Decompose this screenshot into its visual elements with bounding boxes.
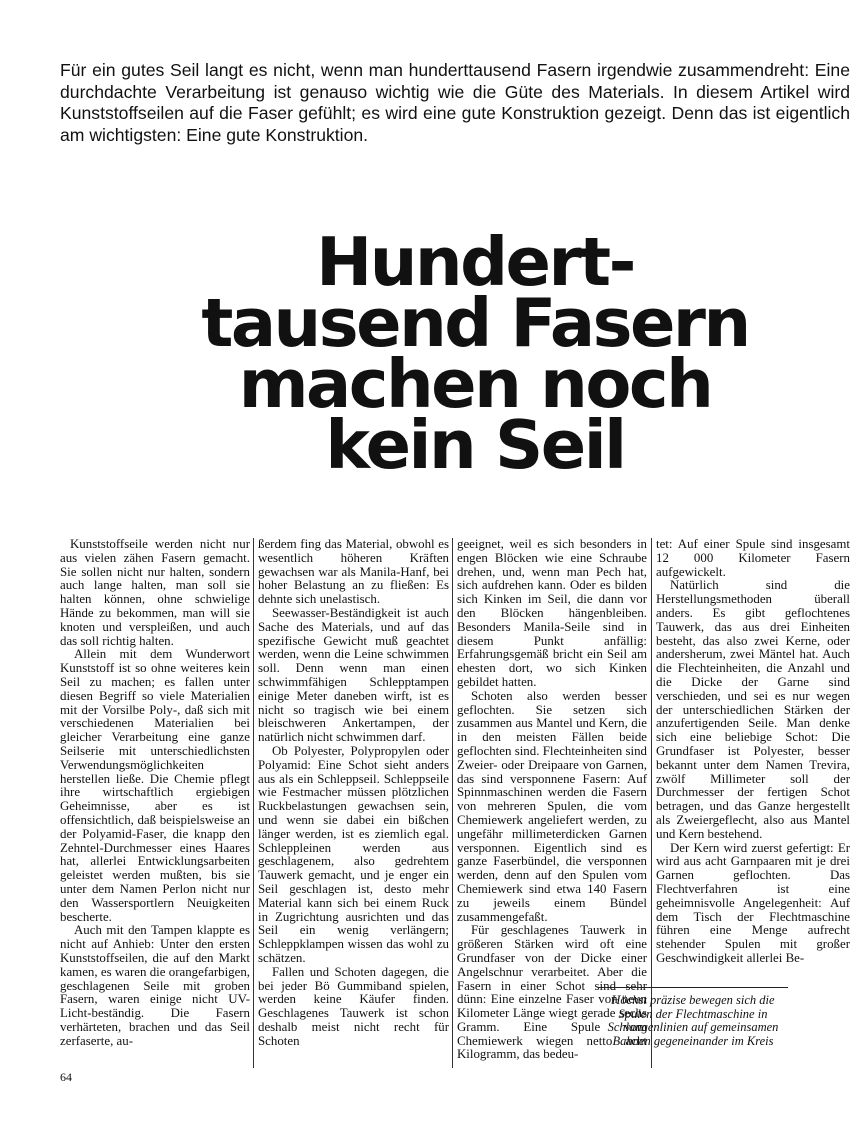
column-1 [60, 538, 250, 1068]
column-4 [656, 537, 850, 965]
paragraph: Natürlich sind die Herstellungsmethoden überall anders. Es gibt geflochtenes Tauwerk, das aus drei Einheiten besteht, das also zwei Kerne, oder andersherum, zwei Mäntel hat. Auch die Flechteinheiten, die Anzahl und die Dicke der Garne sind verschieden, und sei es nur wegen der unterschiedlichen Stärken der anzufertigenden Seile. Man denke sich eine beliebige Schot: Die Grundfaser ist Polyester, besser bekannt unter dem Namen Trevira, zwölf Millimeter soll der Durchmesser der fertigen Schot betragen, und das Ganze hergestellt als Zweiergeflecht, also aus Mantel und Kern bestehend. [656, 578, 850, 841]
paragraph: Auch mit den Tampen klappte es nicht auf Anhieb: Unter den ersten Kunststoffseilen, die auf den Markt kamen, es waren die orangefarbigen, geschlagenen Seile mit groben Fasern, waren einige nicht UV-Licht-beständig. Die Fasern verhärteten, brachen und das Seil zerfaserte, au- [60, 923, 250, 1048]
paragraph: Allein mit dem Wunderwort Kunststoff ist so ohne weiteres kein Seil zu machen; es fallen unter diesen Begriff so viele Materialien mit der Vorsilbe Poly-, daß sich mit verschiedenen Materialien bei gleicher Verarbeitung eine ganze Seilserie mit unterschiedlichsten Verwendungsmöglichkeiten herstellen ließe. Die Chemie pflegt ihre wirtschaftlich ergiebigen Geheimnisse, aber es ist offensichtlich, daß beispielsweise an der Polyamid-Faser, die knapp den Zehntel-Durchmesser eines Haares hat, allerlei Entwicklungsarbeiten geleistet werden mußten, bis sie unter dem Namen Perlon nicht nur den Wassersportlern Neuigkeiten bescherte. [60, 647, 250, 924]
column-2 [258, 538, 449, 1068]
paragraph: Schoten also werden besser geflochten. Sie setzen sich zusammen aus Mantel und Kern, die in den meisten Fällen beide geflochten sind. Flechteinheiten sind Zweier- oder Dreipaare von Garnen, das sind versponnene Fasern: Auf Spinnmaschinen werden die Fasern von mehreren Spulen, die vom Chemiewerk angeliefert werden, zu ungefähr millimeterdicken Garnen versponnen. Eigentlich sind es ganze Faserbündel, die versponnen werden, denn auf den Spulen vom Chemiewerk sind etwa 140 Fasern zu jeweils einem Bündel zusammengefaßt. [457, 688, 647, 924]
paragraph: Der Kern wird zuerst gefertigt: Er wird aus acht Garnpaaren mit je drei Garnen geflochten. Das Flechtverfahren ist eine geheimnisvolle Angelegenheit: Auf dem Tisch der Flechtmaschine führen eine Menge aufrecht stehender Spulen mit großer Geschwindigkeit allerlei Be- [656, 840, 850, 965]
paragraph: Seewasser-Beständigkeit ist auch Sache des Materials, und auf das spezifische Gewicht muß geachtet werden, wenn die Leine schwimmen soll. Denn wenn man einen schwimmfähigen Schlepptampen einige Meter daneben wirft, ist es nicht so tragisch wie bei einem bleischweren Ankertampen, der natürlich nicht schwimmen darf. [258, 605, 449, 745]
headline-line-4: kein Seil [325, 406, 625, 484]
paragraph: Fallen und Schoten dagegen, die bei jeder Bö Gummiband spielen, werden keine Käufer finden. Geschlagenes Tauwerk ist schon deshalb meist nicht recht für Schoten [258, 964, 449, 1048]
paragraph: tet: Auf einer Spule sind insgesamt 12 000 Kilometer Fasern aufgewickelt. [656, 537, 850, 579]
column-divider [253, 538, 254, 1068]
page-number: 64 [60, 1070, 72, 1084]
headline-line-2: tausend Fasern [201, 284, 749, 362]
headline [170, 223, 780, 484]
paragraph: Ob Polyester, Polypropylen oder Polyamid: Eine Schot sieht anders aus als ein Schleppseil. Schleppseile wie Festmacher müssen plötzlichen Ruckbelastungen gewachsen sein, und wenn sie dabei ein bißchen länger werden, ist es ziemlich egal. Schleppleinen werden aus geschlagenem, also gedrehtem Tauwerk gemacht, und je enger ein Seil geschlagen ist, desto mehr Material kann sich bei einem Ruck in Zugrichtung ausrichten und das Seil ein wenig verlängern; Schleppklampen wissen das wohl zu schätzen. [258, 743, 449, 965]
column-divider [452, 538, 453, 1068]
photo-caption: Höchst präzise bewegen sich die Spulen der Flechtmaschine in Schlangenlinien auf gemeinsamen Bahnen gegeneinander im Kreis [598, 987, 788, 1048]
intro-paragraph: Für ein gutes Seil langt es nicht, wenn man hunderttausend Fasern irgendwie zusammendreht: Eine durchdachte Verarbeitung ist genauso wichtig wie die Güte des Materials. In diesem Artikel wird Kunststoffseilen auf die Faser gefühlt; es wird eine gute Konstruktion gezeigt. Denn das ist eigentlich am wichtigsten: Eine gute Konstruktion. [60, 60, 850, 145]
paragraph: Für geschlagenes Tauwerk in größeren Stärken wird oft eine Grundfaser von der Dicke einer Angelschnur verarbeitet. Aber die Fasern in einer Schot sind sehr dünn: Eine einzelne Faser von neun Kilometer Länge wiegt gerade sechs Gramm. Eine Spule vom Chemiewerk wiegen netto acht Kilogramm, das bedeu- [457, 923, 647, 1062]
paragraph: Kunststoffseile werden nicht nur aus vielen zähen Fasern gemacht. Sie sollen nicht nur halten, sondern auch lange halten, man soll sie halten können, ohne schwielige Hände zu bekommen, man will sie knoten und verspleißen, und auch das soll richtig halten. [60, 537, 250, 648]
headline-line-3: machen noch [238, 345, 712, 423]
headline-line-1: Hundert- [316, 223, 634, 301]
paragraph: geeignet, weil es sich besonders in engen Blöcken wie eine Schraube drehen, und, wenn man Pech hat, sich aufdrehen kann. Oder es bilden sich Kinken im Seil, die dann vor den Blöcken hängenbleiben. Besonders Manila-Seile sind in diesem Punkt anfällig: Erfahrungsgemäß bricht ein Seil am ehesten dort, wo sich Kinken gebildet hatten. [457, 537, 647, 689]
paragraph: ßerdem fing das Material, obwohl es wesentlich höheren Kräften gewachsen war als Manila-Hanf, bei hoher Belastung an zu fließen: Es dehnte sich unelastisch. [258, 537, 449, 607]
